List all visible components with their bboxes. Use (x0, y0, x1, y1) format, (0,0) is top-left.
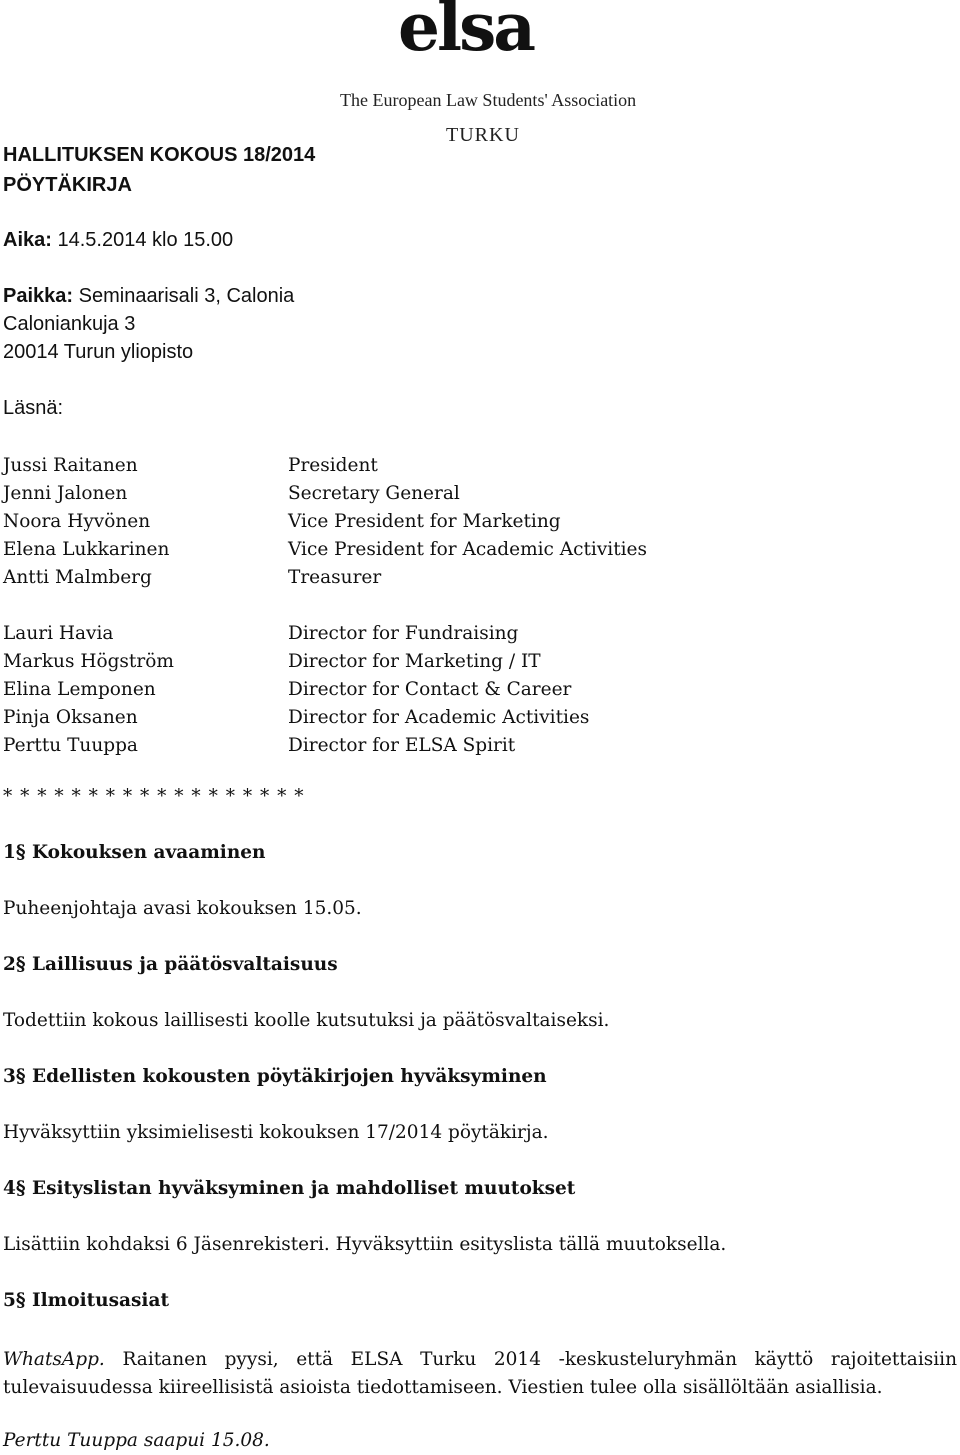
attendee-name: Antti Malmberg (3, 567, 152, 588)
present-label: Läsnä: (3, 397, 64, 419)
place-label: Paikka: (3, 285, 74, 307)
section-heading: 3§ Edellisten kokousten pöytäkirjojen hyväksyminen (3, 1066, 547, 1087)
attendee-role: Vice President for Academic Activities (288, 539, 647, 560)
document-subtitle: PÖYTÄKIRJA (3, 174, 132, 196)
separator-line: * * * * * * * * * * * * * * * * * * (3, 786, 305, 807)
elsa-logo (336, 0, 637, 150)
attendee-role: Vice President for Marketing (288, 511, 561, 532)
attendee-role: Director for Contact & Career (288, 679, 572, 700)
logo-org-name: The European Law Students' Association (340, 90, 637, 110)
attendee-name: Perttu Tuuppa (3, 735, 138, 756)
place-value: Seminaarisali 3, Calonia (78, 285, 295, 307)
meeting-time (3, 229, 233, 252)
section-body: Todettiin kokous laillisesti koolle kutsutuksi ja päätösvaltaiseksi. (3, 1010, 610, 1031)
logo-chapter: TURKU (446, 124, 520, 146)
attendee-name: Jussi Raitanen (3, 455, 138, 476)
address-line-1: Caloniankuja 3 (3, 313, 136, 335)
announcement-topic: WhatsApp. (3, 1349, 105, 1370)
attendee-names (3, 452, 174, 760)
document-title: HALLITUKSEN KOKOUS 18/2014 (3, 144, 316, 166)
attendee-role: Treasurer (288, 567, 382, 588)
attendee-roles (288, 452, 647, 760)
section-heading: 1§ Kokouksen avaaminen (3, 842, 266, 863)
announcement-paragraph (3, 1346, 957, 1402)
section-heading: 5§ Ilmoitusasiat (3, 1290, 169, 1311)
attendee-role: Director for Marketing / IT (288, 651, 541, 672)
attendee-role: Director for Fundraising (288, 623, 519, 644)
section-body: Puheenjohtaja avasi kokouksen 15.05. (3, 898, 362, 919)
attendee-name: Jenni Jalonen (3, 483, 128, 504)
arrival-note: Perttu Tuuppa saapui 15.08. (3, 1430, 270, 1451)
attendee-name: Elina Lemponen (3, 679, 156, 700)
time-value: 14.5.2014 klo 15.00 (57, 229, 234, 251)
address-line-2: 20014 Turun yliopisto (3, 341, 194, 363)
time-label: Aika: (3, 229, 52, 251)
section-heading: 4§ Esityslistan hyväksyminen ja mahdolliset muutokset (3, 1178, 576, 1199)
attendee-role: Director for ELSA Spirit (288, 735, 516, 756)
attendee-name: Markus Högström (3, 651, 174, 672)
logo-wordmark: elsa (398, 0, 533, 66)
attendee-name: Elena Lukkarinen (3, 539, 170, 560)
section-heading: 2§ Laillisuus ja päätösvaltaisuus (3, 954, 338, 975)
attendee-role: Director for Academic Activities (288, 707, 590, 728)
attendee-name: Pinja Oksanen (3, 707, 138, 728)
section-body: Hyväksyttiin yksimielisesti kokouksen 17/2014 pöytäkirja. (3, 1122, 549, 1143)
section-body: Lisättiin kohdaksi 6 Jäsenrekisteri. Hyväksyttiin esityslista tällä muutoksella. (3, 1234, 727, 1255)
meeting-place (3, 285, 294, 308)
attendee-name: Lauri Havia (3, 623, 114, 644)
attendee-role: President (288, 455, 378, 476)
announcement-text: Raitanen pyysi, että ELSA Turku 2014 -keskusteluryhmän käyttö rajoitettaisiin tulevaisuudessa kiireellisistä asioista tiedottamiseen. Viestien tulee olla sisällöltään asiallisia. (3, 1349, 957, 1398)
attendee-name: Noora Hyvönen (3, 511, 151, 532)
attendee-role: Secretary General (288, 483, 460, 504)
